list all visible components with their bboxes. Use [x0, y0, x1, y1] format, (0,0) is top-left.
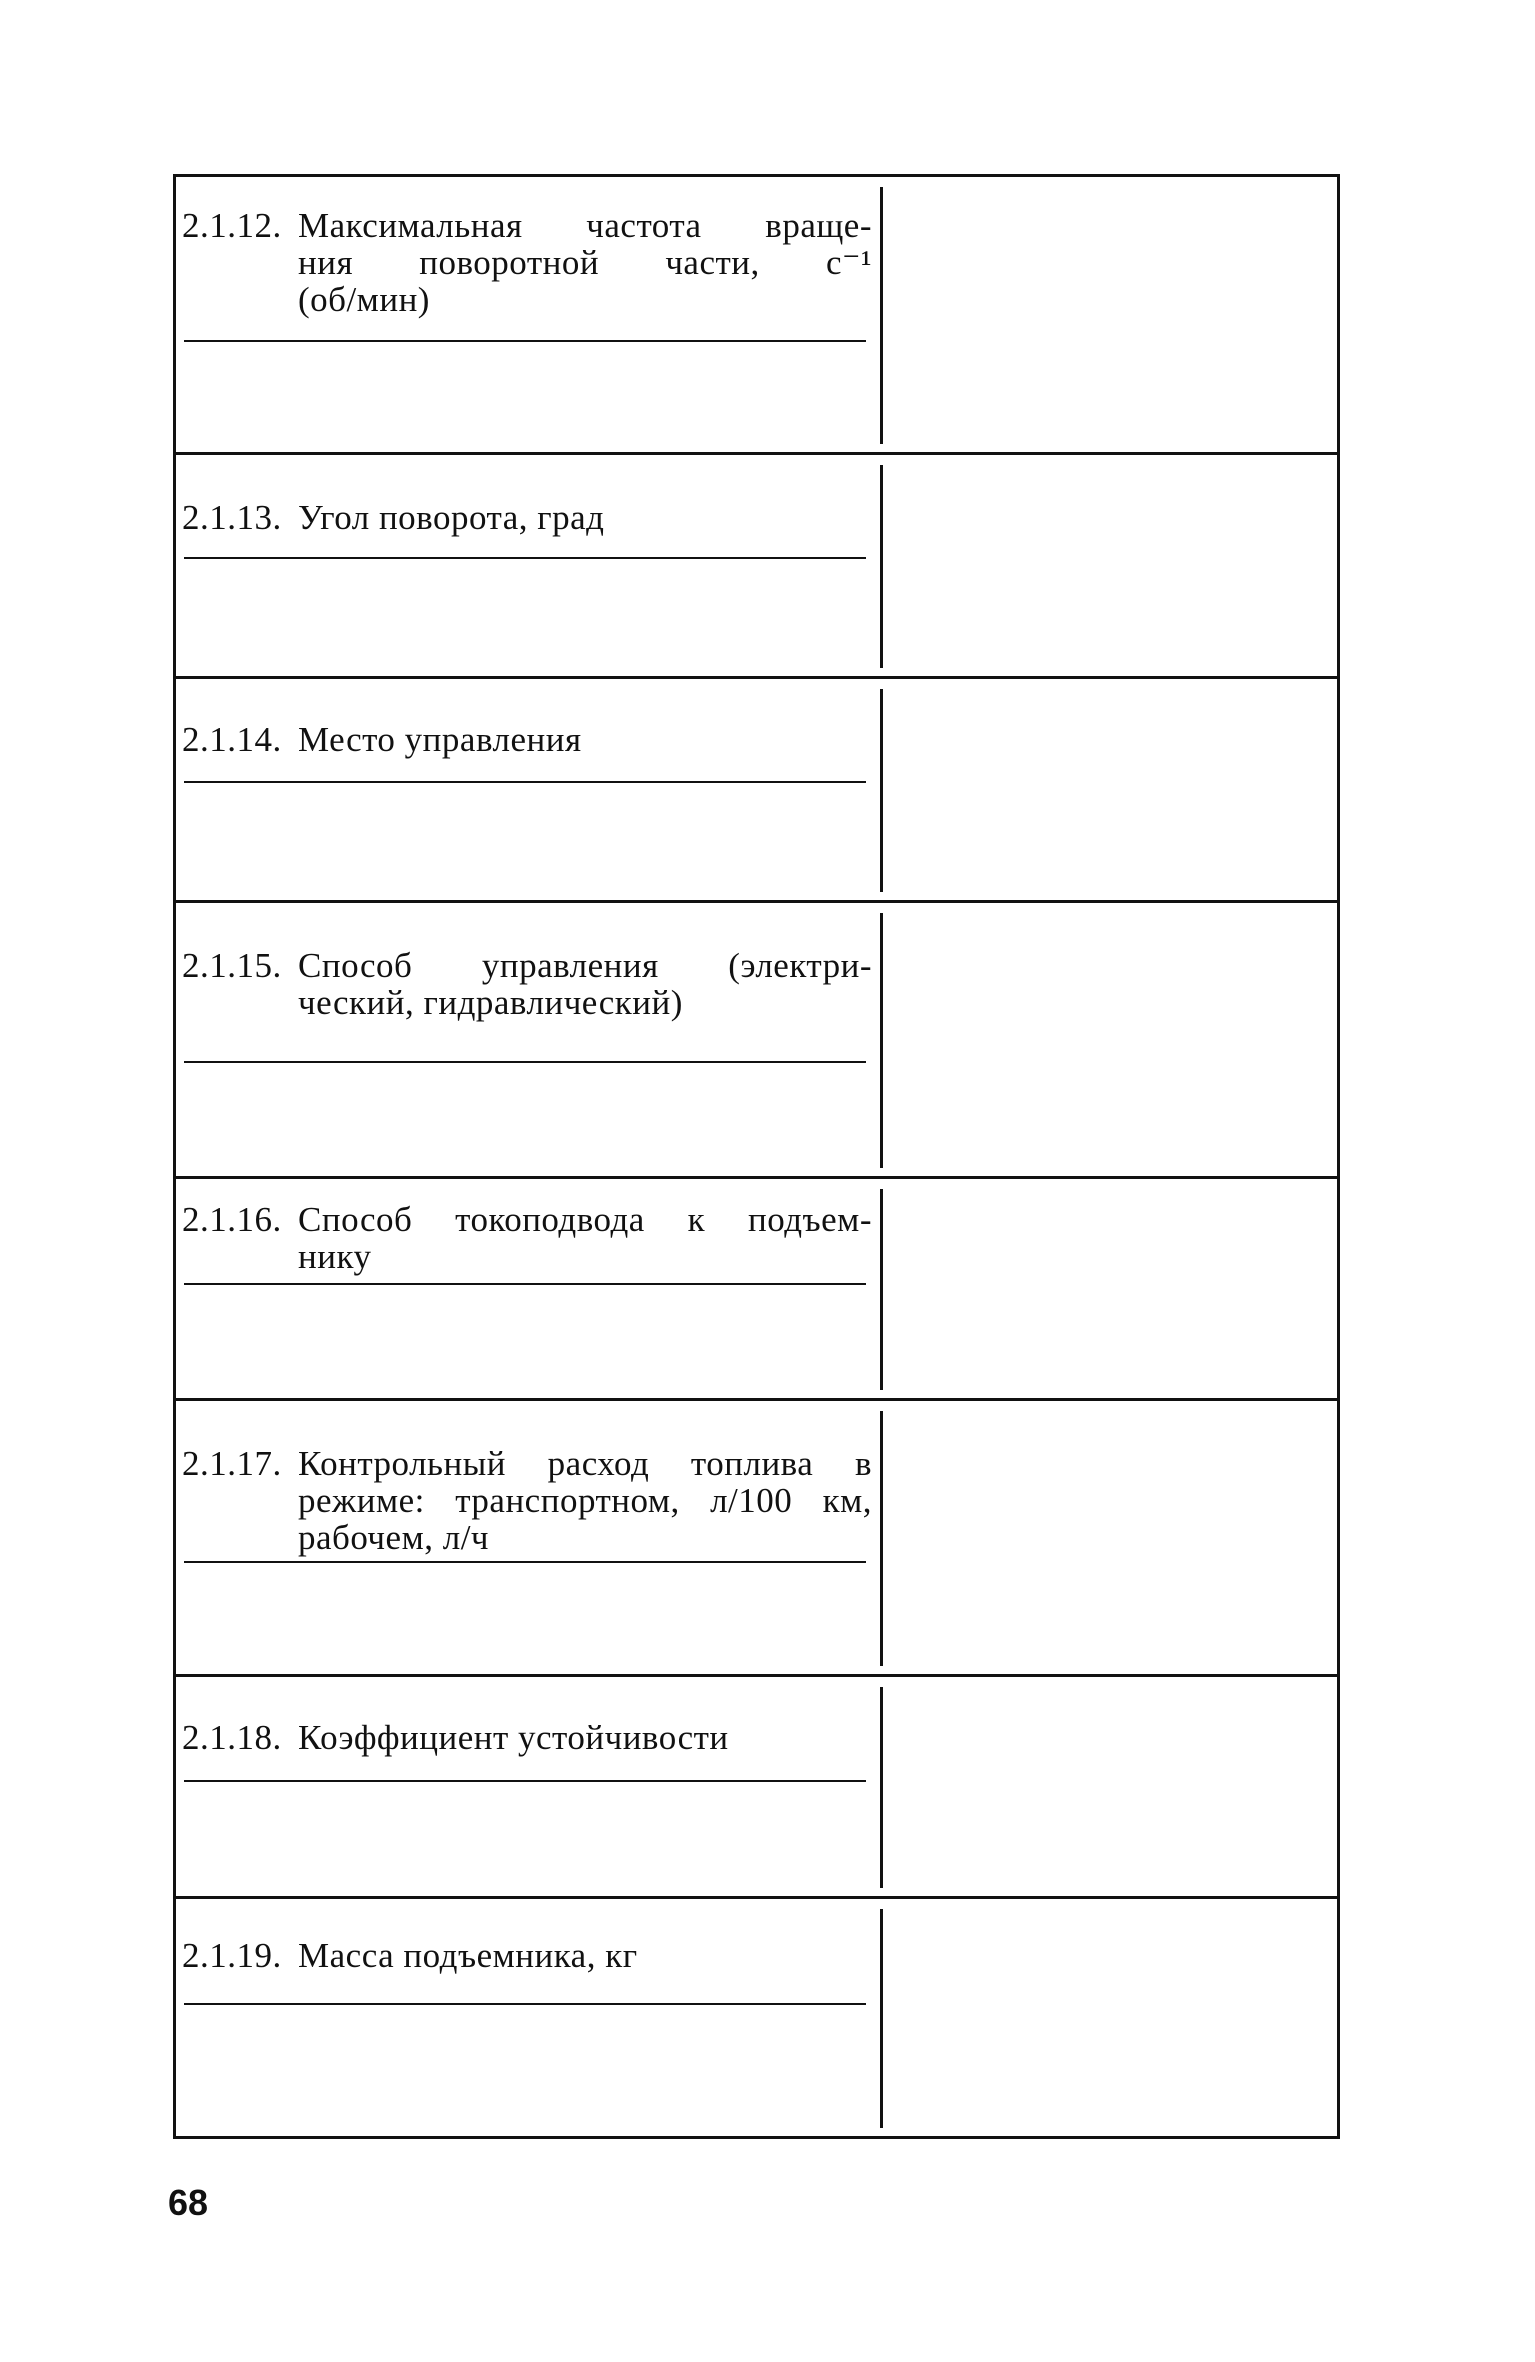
item-text-line: нику — [298, 1237, 372, 1276]
column-divider — [880, 1687, 883, 1888]
item-text-line: Максимальная частота враще- — [298, 206, 872, 245]
column-divider — [880, 1411, 883, 1666]
value-cell[interactable] — [886, 455, 1337, 676]
form-row-2-1-15 — [176, 903, 1337, 1179]
label-underline — [184, 1561, 866, 1563]
label-underline — [184, 1283, 866, 1285]
column-divider — [880, 465, 883, 668]
value-cell[interactable] — [886, 177, 1337, 452]
item-number: 2.1.14. — [182, 720, 282, 759]
specification-form-table — [173, 174, 1340, 2139]
notes-area[interactable] — [184, 1287, 866, 1398]
form-row-2-1-18 — [176, 1677, 1337, 1899]
notes-area[interactable] — [184, 2007, 866, 2136]
column-divider — [880, 1189, 883, 1390]
item-text — [298, 1445, 872, 1556]
notes-area[interactable] — [184, 1784, 866, 1896]
item-text — [298, 207, 872, 318]
label-underline — [184, 340, 866, 342]
item-number: 2.1.13. — [182, 498, 282, 537]
item-text — [298, 1201, 872, 1275]
column-divider — [880, 187, 883, 444]
label-underline — [184, 2003, 866, 2005]
item-text-line: (об/мин) — [298, 280, 430, 319]
item-text-line: Способ токоподвода к подъем- — [298, 1200, 872, 1239]
notes-area[interactable] — [184, 785, 866, 900]
value-cell[interactable] — [886, 903, 1337, 1176]
form-row-2-1-13 — [176, 455, 1337, 679]
item-number: 2.1.18. — [182, 1718, 282, 1757]
column-divider — [880, 913, 883, 1168]
notes-area[interactable] — [184, 345, 866, 452]
value-cell[interactable] — [886, 1677, 1337, 1896]
form-row-2-1-16 — [176, 1179, 1337, 1401]
notes-area[interactable] — [184, 1065, 866, 1176]
item-text-line: Коэффициент устойчивости — [298, 1718, 729, 1757]
item-text-line: ческий, гидравлический) — [298, 983, 683, 1022]
item-text-line: режиме: транспортном, л/100 км, — [298, 1481, 872, 1520]
item-text — [298, 1937, 872, 1974]
item-text-line: Место управления — [298, 720, 582, 759]
form-row-2-1-17 — [176, 1401, 1337, 1677]
item-text — [298, 947, 872, 1021]
value-cell[interactable] — [886, 679, 1337, 900]
value-cell[interactable] — [886, 1179, 1337, 1398]
notes-area[interactable] — [184, 1565, 866, 1674]
form-row-2-1-12 — [176, 177, 1337, 455]
item-text — [298, 499, 872, 536]
item-number: 2.1.15. — [182, 946, 282, 985]
label-underline — [184, 781, 866, 783]
label-underline — [184, 1061, 866, 1063]
value-cell[interactable] — [886, 1899, 1337, 2136]
item-number: 2.1.19. — [182, 1936, 282, 1975]
column-divider — [880, 689, 883, 892]
item-number: 2.1.16. — [182, 1200, 282, 1239]
item-text — [298, 1719, 872, 1756]
item-number: 2.1.17. — [182, 1444, 282, 1483]
item-text-line: ния поворотной части, с⁻¹ — [298, 243, 872, 282]
value-cell[interactable] — [886, 1401, 1337, 1674]
item-text-line: Масса подъемника, кг — [298, 1936, 638, 1975]
item-text-line: Способ управления (электри- — [298, 946, 872, 985]
item-number: 2.1.12. — [182, 206, 282, 245]
item-text-line: рабочем, л/ч — [298, 1518, 490, 1557]
item-text-line: Угол поворота, град — [298, 498, 605, 537]
form-row-2-1-14 — [176, 679, 1337, 903]
form-row-2-1-19 — [176, 1899, 1337, 2136]
item-text-line: Контрольный расход топлива в — [298, 1444, 872, 1483]
column-divider — [880, 1909, 883, 2128]
page-number: 68 — [168, 2182, 209, 2223]
notes-area[interactable] — [184, 561, 866, 676]
label-underline — [184, 557, 866, 559]
item-text — [298, 721, 872, 758]
label-underline — [184, 1780, 866, 1782]
